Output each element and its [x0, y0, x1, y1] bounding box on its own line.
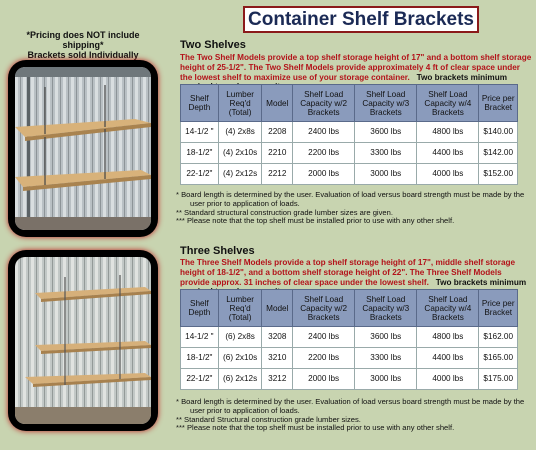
table-row [181, 348, 518, 369]
cell: 2000 lbs [293, 369, 355, 390]
cell: 4400 lbs [417, 348, 479, 369]
cell: 2210 [262, 143, 293, 164]
footnote: user prior to application of loads. [190, 405, 300, 415]
col-header: Shelf Depth [181, 290, 219, 327]
col-header: Lumber Req'd (Total) [218, 290, 262, 327]
footnote: *** Please note that the top shelf must be installed prior to use with any other shelf. [176, 423, 455, 433]
cell: 4400 lbs [417, 143, 479, 164]
cell: 2212 [262, 164, 293, 185]
cell: (4) 2x8s [218, 122, 262, 143]
pricing-note-line: shipping* [62, 40, 104, 50]
three-shelves-footnotes [176, 398, 532, 433]
col-header: Shelf Depth [181, 85, 219, 122]
two-shelves-heading: Two Shelves [180, 39, 246, 51]
cell: (4) 2x10s [218, 143, 262, 164]
col-header: Model [262, 290, 293, 327]
col-header: Shelf Load Capacity w/2 Brackets [293, 290, 355, 327]
three-shelf-photo-frame [8, 250, 158, 431]
cell: 3210 [262, 348, 293, 369]
cell: $142.00 [479, 143, 518, 164]
two-shelves-footnotes [176, 191, 532, 226]
page-title: Container Shelf Brackets [248, 8, 474, 30]
cell: (6) 2x10s [218, 348, 262, 369]
cell: (6) 2x8s [218, 327, 262, 348]
col-header: Shelf Load Capacity w/3 Brackets [355, 85, 417, 122]
cell: 2400 lbs [293, 122, 355, 143]
table-row [181, 143, 518, 164]
cell: 18-1/2" [181, 143, 219, 164]
cell: 2000 lbs [293, 164, 355, 185]
cell: 3300 lbs [355, 348, 417, 369]
cell: (4) 2x12s [218, 164, 262, 185]
cell: 3300 lbs [355, 143, 417, 164]
cell: 4000 lbs [417, 369, 479, 390]
cell: 14-1/2 " [181, 122, 219, 143]
table-row [181, 164, 518, 185]
cell: 4000 lbs [417, 164, 479, 185]
table-row [181, 122, 518, 143]
cell: 4800 lbs [417, 327, 479, 348]
pricing-note-line: *Pricing does NOT include [26, 30, 140, 40]
footnote: *** Please note that the top shelf must be installed prior to use with any other shelf. [176, 216, 455, 226]
footnote: * Board length is determined by the user. Evaluation of load versus board strength must be made by the [176, 190, 525, 199]
col-header: Lumber Req'd (Total) [218, 85, 262, 122]
cell: $165.00 [479, 348, 518, 369]
col-header: Price per Bracket [479, 85, 518, 122]
table-row [181, 369, 518, 390]
col-header: Model [262, 85, 293, 122]
three-shelves-heading: Three Shelves [180, 245, 255, 257]
two-shelves-description-red: The Two Shelf Models provide a top shelf storage height of 17" and a bottom shelf storage height of 25-1/2". The Two Shelf Models provide approximately 4 ft of clear space under the lowest shelf to maximize use of your storage container. [180, 53, 532, 82]
col-header: Price per Bracket [479, 290, 518, 327]
cell: 22-1/2" [181, 164, 219, 185]
cell: 4800 lbs [417, 122, 479, 143]
cell: $162.00 [479, 327, 518, 348]
col-header: Shelf Load Capacity w/4 Brackets [417, 85, 479, 122]
cell: 2208 [262, 122, 293, 143]
pricing-note [8, 30, 158, 60]
col-header: Shelf Load Capacity w/4 Brackets [417, 290, 479, 327]
col-header: Shelf Load Capacity w/2 Brackets [293, 85, 355, 122]
cell: 3208 [262, 327, 293, 348]
footnote: ** Standard Structural construction grade lumber sizes. [176, 414, 361, 424]
three-shelf-photo [15, 257, 151, 424]
cell: 3212 [262, 369, 293, 390]
cell: $152.00 [479, 164, 518, 185]
footnote: user prior to application of loads. [190, 198, 300, 208]
table-header-row [181, 85, 518, 122]
cell: 3600 lbs [355, 122, 417, 143]
cell: 2200 lbs [293, 143, 355, 164]
col-header: Shelf Load Capacity w/3 Brackets [355, 290, 417, 327]
cell: 2400 lbs [293, 327, 355, 348]
pricing-note-line: Brackets sold Individually [27, 50, 139, 60]
cell: 14-1/2 " [181, 327, 219, 348]
cell: 3000 lbs [355, 164, 417, 185]
two-shelf-photo [15, 67, 151, 230]
table-row [181, 327, 518, 348]
three-shelves-description-red: The Three Shelf Models provide a top shelf storage height of 17", middle shelf storage height of 18-1/2", and a bottom shelf storage height of 22". The Three Shelf Models provide approx. 31 inches of clear space under the lowest shelf. [180, 258, 516, 287]
footnote: * Board length is determined by the user. Evaluation of load versus board strength must be made by the [176, 397, 525, 406]
footnote: ** Standard structural construction grade lumber sizes are given. [176, 207, 393, 217]
cell: 18-1/2" [181, 348, 219, 369]
three-shelves-description-black: Two brackets minimum [435, 277, 527, 287]
cell: 2200 lbs [293, 348, 355, 369]
page-title-box [243, 6, 479, 33]
three-shelves-table [180, 289, 518, 390]
cell: 22-1/2" [181, 369, 219, 390]
table-header-row [181, 290, 518, 327]
cell: $140.00 [479, 122, 518, 143]
cell: 3000 lbs [355, 369, 417, 390]
cell: 3600 lbs [355, 327, 417, 348]
cell: (6) 2x12s [218, 369, 262, 390]
two-shelves-table [180, 84, 518, 185]
cell: $175.00 [479, 369, 518, 390]
two-shelves-description-black: Two brackets minimum [416, 72, 507, 82]
two-shelf-photo-frame [8, 60, 158, 237]
